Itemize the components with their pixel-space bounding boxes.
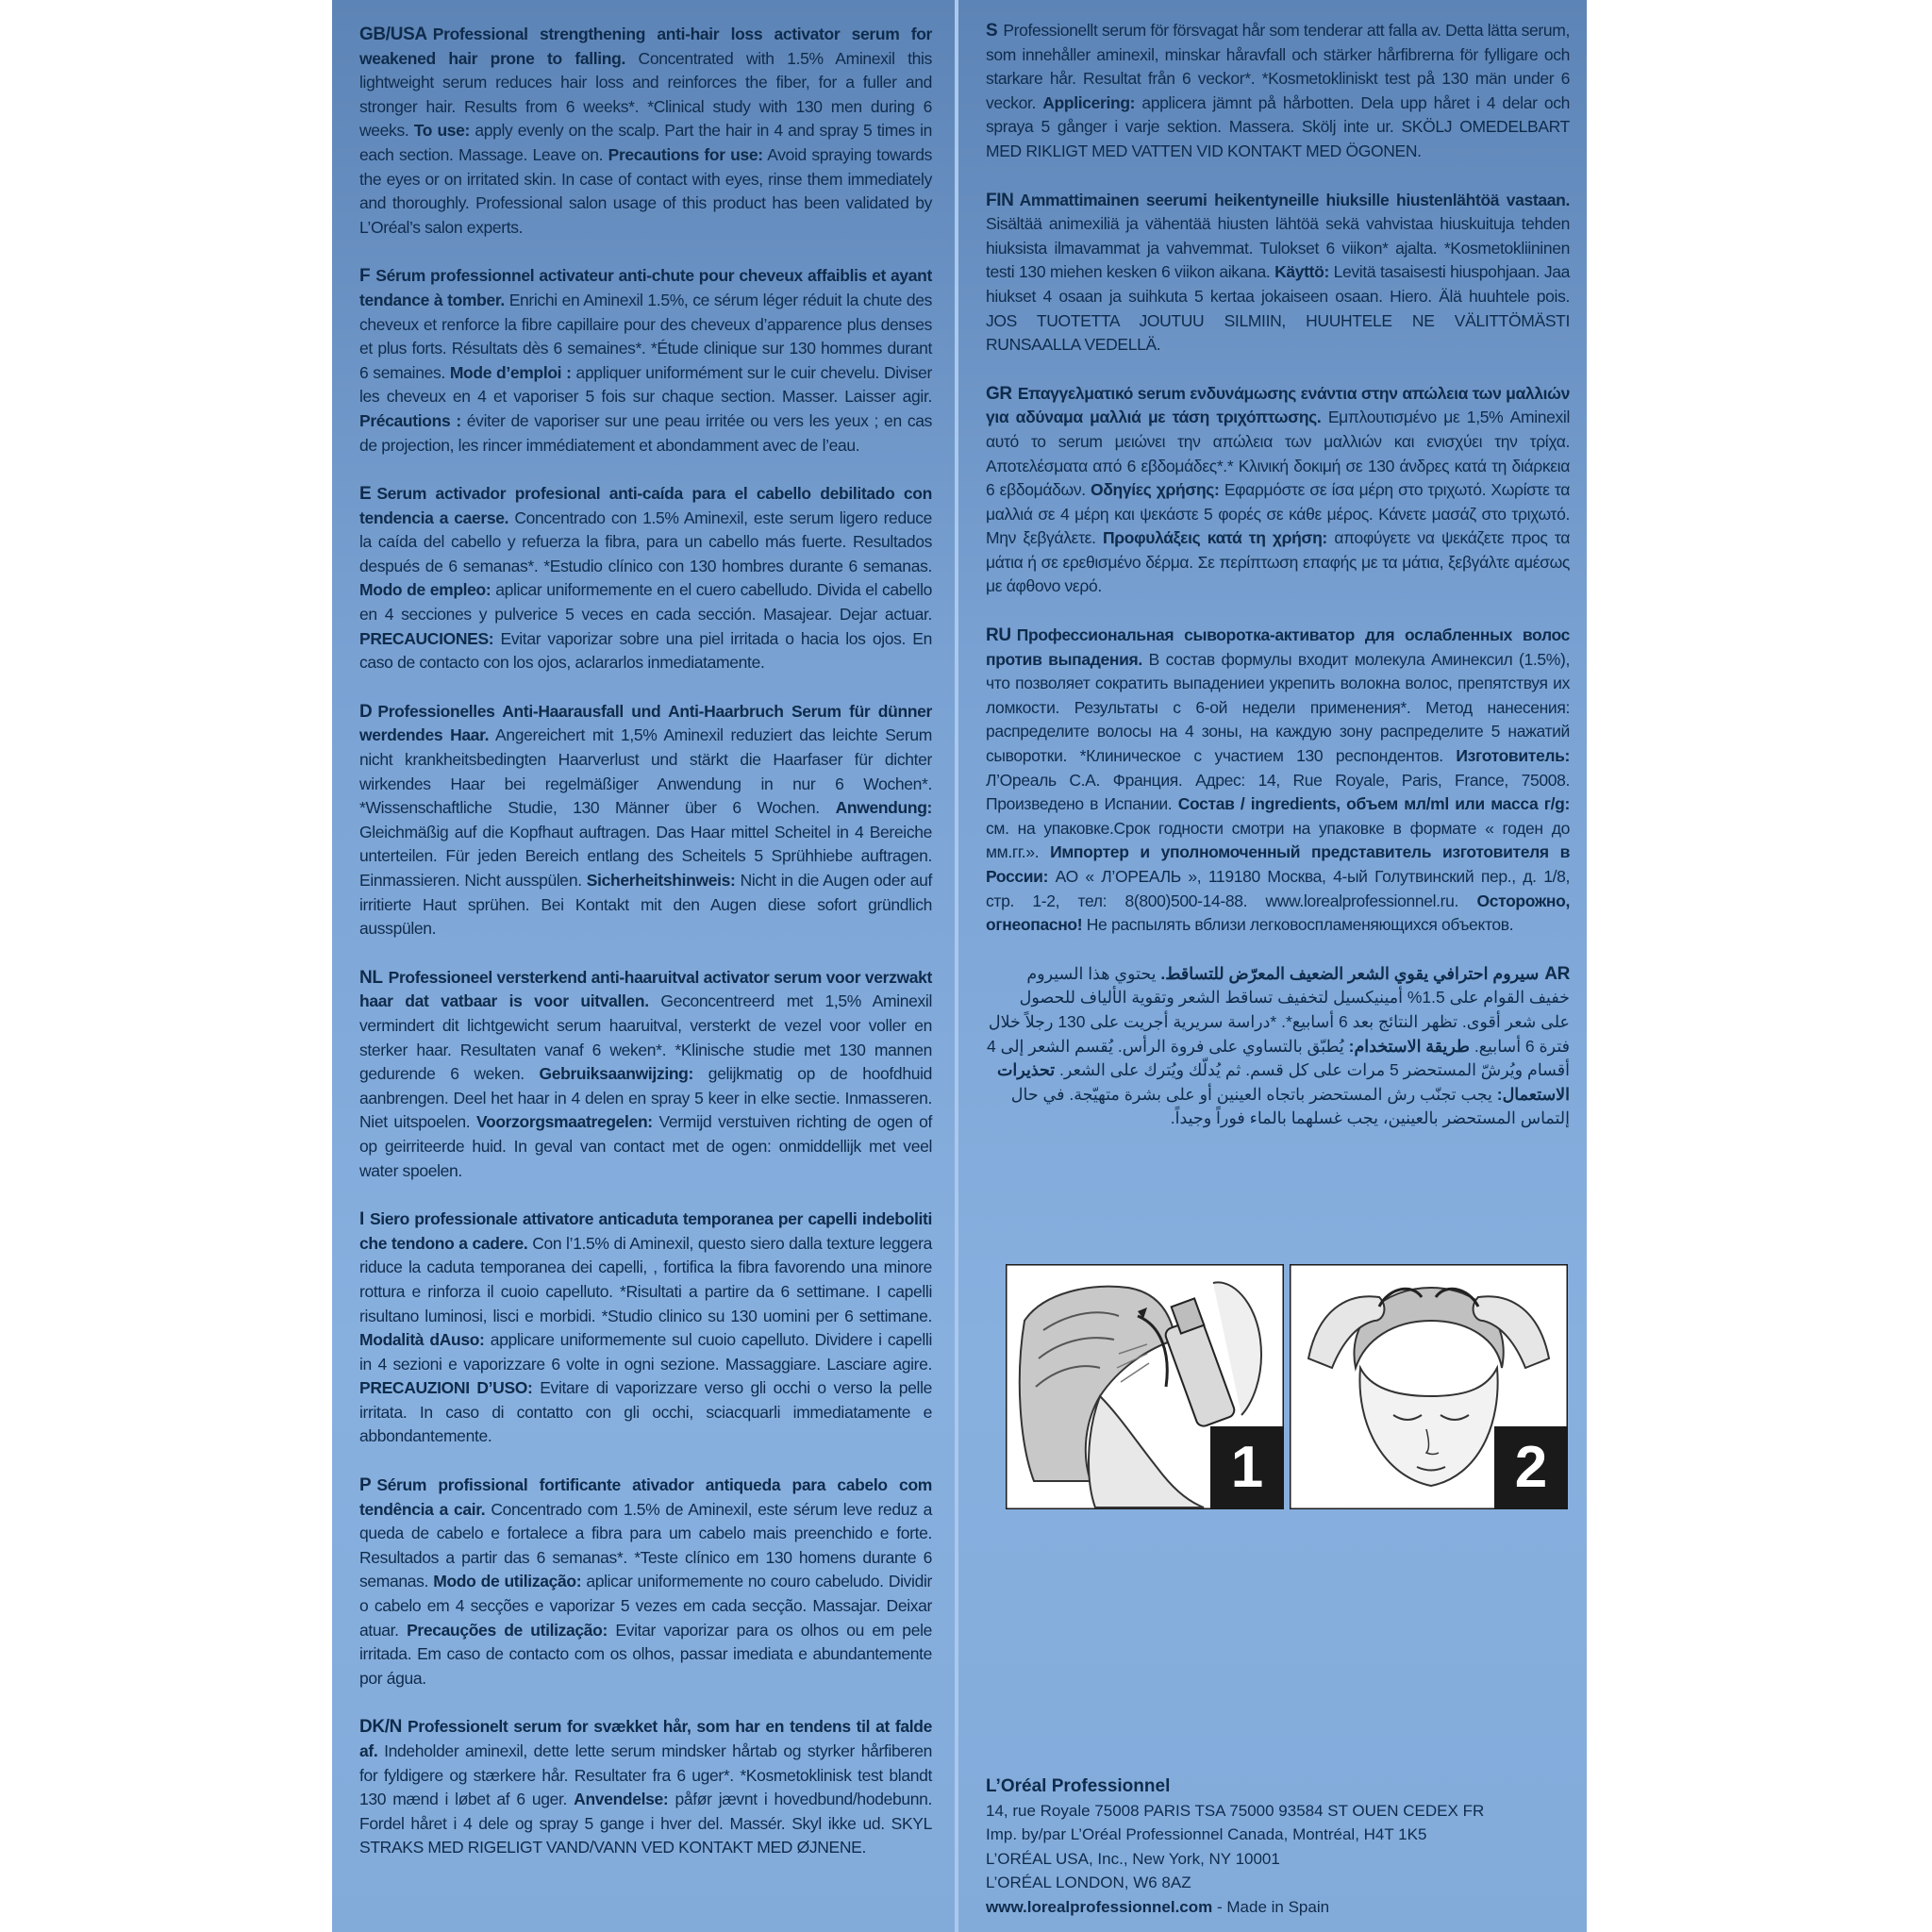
section-title: Siero professionale attivatore anticaduta temporanea per capelli indeboliti che tendono a cadere. bbox=[359, 1209, 932, 1253]
instruction-label: To use: bbox=[413, 121, 471, 141]
step-2-massage-illustration bbox=[1290, 1264, 1568, 1509]
section-text bbox=[986, 382, 1570, 599]
section-text bbox=[986, 189, 1570, 358]
language-section-ar bbox=[986, 962, 1570, 1131]
description-text: Indeholder aminexil, dette lette serum mindsker hårtab og styrker hårfiberen for fyldigere og stærkere hår. Resultater fra 6 uger*. *Kosmetoklinisk test blandt 130 mænd i løbet af 6 uger. bbox=[359, 1741, 932, 1809]
leaflet-right-column bbox=[958, 0, 1587, 1932]
instruction-label: PRECAUZIONI D’USO: bbox=[359, 1378, 533, 1398]
address-line: L’ORÉAL USA, Inc., New York, NY 10001 bbox=[986, 1849, 1280, 1868]
section-text bbox=[359, 23, 932, 240]
section-text bbox=[986, 624, 1570, 938]
instruction-label: Осторожно, огнеопасно! bbox=[986, 891, 1570, 935]
instruction-text: Evitare di vaporizzare verso gli occhi o verso la pelle irritata. In caso di contatto con gli occhi, sciacquarli immediatamente e abbondantemente. bbox=[359, 1378, 933, 1446]
language-section-d bbox=[359, 700, 932, 941]
instruction-label: Προφυλάξεις κατά τη χρήση: bbox=[1103, 528, 1327, 548]
step-number-1: 1 bbox=[1210, 1426, 1284, 1509]
instruction-label: Précautions : bbox=[359, 410, 461, 430]
leaflet-left-column bbox=[332, 0, 955, 1932]
section-text bbox=[359, 264, 932, 458]
description-text: Εμπλουτισμένο με 1,5% Aminexil αυτό το serum μειώνει την απώλεια των μαλλιών και ενισχύει την τρίχα. Αποτελέσματα από 6 εβδομάδες*.* Κλινική δοκιμή σε 130 άνδρες κατά τη διάρκεια 6 εβδομάδων. bbox=[986, 408, 1571, 500]
language-section-i bbox=[359, 1208, 932, 1449]
made-in-text: - Made in Spain bbox=[1212, 1897, 1330, 1916]
address-line: Imp. by/par L’Oréal Professionnel Canada, Montréal, H4T 1K5 bbox=[986, 1825, 1427, 1843]
instruction-label: Käyttö: bbox=[1274, 262, 1329, 282]
instruction-text: applicare uniformemente sul cuoio capelluto. Dividere i capelli in 4 sezioni e vaporizzare 6 volte in ogni sezione. Massaggiare. Lasciare agire. bbox=[359, 1330, 932, 1374]
description-text: Concentrado con 1.5% Aminexil, este serum ligero reduce la caída del cabello y refuerza la fibra, para un cabello más fuerte. Resultados después de 6 semanas*. *Estudio clínico con 130 hombres durante 6 semanas. bbox=[359, 508, 932, 575]
instruction-text: Л’Ореаль С.А. Франция. Адрес: 14, Rue Royale, Paris, France, 75008. Произведено в Испании. bbox=[986, 770, 1570, 814]
web-line bbox=[986, 1895, 1571, 1920]
instruction-text: apply evenly on the scalp. Part the hair in 4 and spray 5 times in each section. Massage. Leave on. bbox=[359, 121, 932, 164]
section-text bbox=[359, 966, 932, 1183]
section-title: Επαγγελματικό serum ενδυνάμωσης ενάντια στην απώλεια των μαλλιών για αδύναμα μαλλιά με τάση τριχόπτωσης. bbox=[986, 383, 1570, 427]
instruction-text: Не распылять вблизи легковоспламеняющихся объектов. bbox=[1086, 915, 1514, 935]
description-text: Angereichert mit 1,5% Aminexil reduziert das leichte Serum nicht krankheitsbedingten Haarverlust und stärkt die Haarfaser für dichter wirkendes Haar bei regelmäßiger Anwendung in nur 6 Wochen*. *Wissenschaftliche Studie, 130 Männer über 6 Wochen. bbox=[359, 725, 932, 818]
instruction-text: aplicar uniformemente en el cuero cabelludo. Divida el cabello en 4 secciones y pulverice 5 veces en cada sección. Masajear. Dejar actuar. bbox=[359, 580, 933, 625]
instruction-label: Precautions for use: bbox=[608, 144, 763, 164]
instruction-text: applicera jämnt på hårbotten. Dela upp håret i 4 delar och spraya 5 gånger i varje sektion. Massera. Skölj inte ur. SKÖLJ OMEDELBART MED RIKLIGT MED VATTEN VID KONTAKT MED ÖGONEN. bbox=[986, 92, 1570, 160]
section-title: Sérum profissional fortificante ativador antiqueda para cabelo com tendência a cair. bbox=[359, 1475, 932, 1519]
step-1-spray-illustration bbox=[1006, 1264, 1284, 1509]
section-title: Ammattimainen seerumi heikentyneille hiuksille hiustenlähtöä vastaan. bbox=[1019, 190, 1570, 209]
language-section-e bbox=[359, 482, 932, 675]
instruction-text: см. на упаковке.Срок годности смотри на упаковке в формате « годен до мм.гг.». bbox=[986, 818, 1570, 862]
description-text: يحتوي هذا السيروم خفيف القوام على 1.5% أمينيكسيل لتخفيف تساقط الشعر وتقوية الألياف للحصول على شعر أقوى. تظهر النتائج بعد 6 أسابيع*. *دراسة سريرية أجريت على 130 رجلاً خلال فترة 6 أسابيع. bbox=[988, 963, 1570, 1056]
instruction-text: appliquer uniformément sur le cuir chevelu. Diviser les cheveux en 4 et vaporiser 5 fois sur chaque section. Masser. Laisser agir. bbox=[359, 362, 932, 407]
language-code: GR bbox=[986, 383, 1012, 404]
instruction-label: Изготовитель: bbox=[1456, 746, 1570, 766]
instruction-text: АО « Л’ОРЕАЛЬ », 119180 Москва, 4-ый Голутвинский пер., д. 1/8, стр. 1-2, тел: 8(800)500-14-88. www.lorealprofessionnel.ru. bbox=[986, 867, 1571, 910]
section-title: Professional strengthening anti-hair loss activator serum for weakened hair prone to falling. bbox=[359, 25, 932, 68]
instruction-label: Mode d’emploi : bbox=[449, 362, 572, 382]
instruction-text: gelijkmatig op de hoofdhuid aanbrengen. Deel het haar in 4 delen en spray 5 keer in elke sectie. Inmasseren. Niet uitspoelen. bbox=[359, 1064, 933, 1132]
instruction-text: Nicht in die Augen oder auf irritierte Haut sprühen. Bei Kontakt mit den Augen diese sofort gründlich ausspülen. bbox=[359, 871, 932, 939]
section-text bbox=[359, 1208, 932, 1449]
description-text: Concentrated with 1.5% Aminexil this lightweight serum reduces hair loss and reinforces the fiber, for a fuller and stronger hair. Results from 6 weeks*. *Clinical study with 130 men during 6 weeks. bbox=[359, 48, 932, 141]
instruction-label: Anvendelse: bbox=[574, 1790, 669, 1809]
address-line: L’ORÉAL LONDON, W6 8AZ bbox=[986, 1874, 1191, 1891]
section-title: Профессиональная сыворотка-активатор для ослабленных волос против выпадения. bbox=[986, 625, 1570, 669]
instruction-text: påfør jævnt i hovedbund/hodebunn. Fordel håret i 4 dele og spray 5 gange i hver del. Massér. Skyl ikke ud. SKYL STRAKS MED RIGELIGT VAND/VANN VED KONTAKT MED ØJNENE. bbox=[359, 1790, 933, 1857]
instruction-text: يُطبّق بالتساوي على فروة الرأس. يُقسم الشعر إلى 4 أقسام ويُرشّ المستحضر 5 مرات على كل قسم. ثم يُدلّك ويُترك على الشعر. bbox=[987, 1036, 1570, 1080]
language-code: P bbox=[359, 1475, 372, 1496]
instruction-label: Состав / ingredients, объем мл/ml или масса г/g: bbox=[1177, 794, 1570, 814]
language-code: AR bbox=[1544, 963, 1570, 984]
instruction-label: Импортер и уполномоченный представитель изготовителя в России: bbox=[986, 842, 1570, 886]
step-number-2: 2 bbox=[1494, 1426, 1568, 1509]
manufacturer-footer bbox=[986, 1774, 1571, 1919]
section-text bbox=[359, 1474, 932, 1690]
section-text bbox=[359, 700, 932, 941]
language-code: NL bbox=[359, 967, 383, 988]
instruction-label: Modo de empleo: bbox=[359, 580, 491, 600]
language-section-nl bbox=[359, 966, 932, 1183]
language-code: DK/N bbox=[359, 1717, 403, 1738]
instruction-text: Evitar vaporizar para os olhos ou em pele irritada. Em caso de contacto com os olhos, passar imediata e abundantemente por água. bbox=[359, 1620, 932, 1688]
instruction-label: تحذيرات الاستعمال: bbox=[996, 1060, 1570, 1104]
instruction-label: PRECAUCIONES: bbox=[359, 628, 494, 648]
description-text: Enrichi en Aminexil 1.5%, ce sérum léger réduit la chute des cheveux et renforce la fibre capillaire pour des cheveux d’apparence plus denses et plus forts. Résultats dès 6 semaines*. *Étude clinique sur 130 hommes durant 6 semaines. bbox=[359, 290, 932, 382]
description-text: Con l’1.5% di Aminexil, questo siero dalla texture leggera riduce la caduta temporanea dei capelli, , fortifica la fibra favorendo una minore rottura e rinforza il cuoio capelluto. *Risultati a partire da 6 settimane. I capelli risultano luminosi, lisci e morbidi. *Studio clinico su 130 uomini per 6 settimane. bbox=[359, 1233, 932, 1325]
instruction-text: aplicar uniformemente no couro cabeludo. Dividir o cabelo em 4 secções e vaporizar 5 vezes em cada secção. Massajar. Deixar atuar. bbox=[359, 1572, 932, 1640]
language-code: FIN bbox=[986, 190, 1014, 210]
language-code: E bbox=[359, 484, 372, 505]
language-section-gr bbox=[986, 382, 1570, 599]
section-text bbox=[986, 962, 1570, 1131]
language-code: D bbox=[359, 701, 373, 722]
instruction-text: يجب تجنّب رش المستحضر باتجاه العينين أو على بشرة متهيّجة. في حال إلتماس المستحضر بالعينين، يجب غسلهما بالماء فوراً وجيداً. bbox=[1010, 1084, 1570, 1128]
language-section-f bbox=[359, 264, 932, 458]
description-text: В состав формулы входит молекула Аминексил (1.5%), что позволяет сократить выпадениеи укрепить волокна волос, препятствуя их ломкости. Результаты с 6-ой недели применения*. Метод нанесения: распределите волосы на 4 зоны, на каждую зону распределите 5 нажатий сыворотки. *Клиническое с участием 130 респондентов. bbox=[986, 649, 1570, 766]
website-link[interactable]: www.lorealprofessionnel.com bbox=[986, 1897, 1213, 1916]
instruction-text: Gleichmäßig auf die Kopfhaut auftragen. Das Haar mittel Scheitel in 4 Bereiche unterteilen. Für jeden Bereich entlang des Scheitels 5 Sprühhiebe auftragen. Einmassieren. Nicht ausspülen. bbox=[359, 822, 932, 890]
language-section-s bbox=[986, 19, 1570, 164]
section-text bbox=[986, 19, 1570, 164]
language-code: RU bbox=[986, 625, 1011, 646]
instruction-text: Εφαρμόστε σε ίσα μέρη στο τριχωτό. Χωρίστε τα μαλλιά σε 4 μέρη και ψεκάστε 5 φορές σε κάθε μέρος. Κάνετε μασάζ στο τριχωτό. Μην ξεβγάλετε. bbox=[986, 480, 1570, 548]
language-code: I bbox=[359, 1209, 364, 1230]
section-title: Serum activador profesional anti-caída para el cabello debilitado con tendencia a caerse. bbox=[359, 484, 932, 527]
instruction-text: Vermijd verstuiven richting de ogen of op geirriteerde huid. In geval van contact met de ogen: onmiddellijk met veel water spoelen. bbox=[359, 1112, 933, 1180]
instruction-label: Οδηγίες χρήσης: bbox=[1091, 480, 1220, 500]
instruction-label: Precauções de utilização: bbox=[407, 1620, 608, 1640]
instruction-label: Sicherheitshinweis: bbox=[586, 871, 736, 890]
language-section-fin bbox=[986, 189, 1570, 358]
instruction-text: éviter de vaporiser sur une peau irritée ou vers les yeux ; en cas de projection, les rincer immédiatement et abondamment avec de l’eau. bbox=[359, 410, 932, 455]
section-title: Sérum professionnel activateur anti-chute pour cheveux affaiblis et ayant tendance à tomber. bbox=[359, 266, 932, 309]
brand-name: L’Oréal Professionnel bbox=[986, 1776, 1171, 1796]
instruction-text: Levitä tasaisesti hiuspohjaan. Jaa hiukset 4 osaan ja suihkuta 5 kertaa jokaiseen osaan. Hiero. Älä huuhtele pois. JOS TUOTETTA JOUTUU SILMIIN, HUUHTELE NE VÄLITTÖMÄSTI RUNSAALLA VEDELLÄ. bbox=[986, 262, 1571, 355]
language-code: S bbox=[986, 21, 998, 41]
section-title: Professioneel versterkend anti-haaruitval activator serum voor verzwakt haar dat vatbaar is voor uitvallen. bbox=[359, 967, 932, 1011]
section-title: سيروم احترافي يقوي الشعر الضعيف المعرّض للتساقط. bbox=[1160, 963, 1540, 983]
language-section-p bbox=[359, 1474, 932, 1690]
description-text: Concentrado com 1.5% de Aminexil, este sérum leve reduz a queda de cabelo e fortalece a fibra para um cabelo mais preenchido e forte. Resultados a partir das 6 semanas*. *Teste clínico em 130 homens durante 6 semanas. bbox=[359, 1499, 933, 1591]
section-title: Professionelt serum for svækket hår, som har en tendens til at falde af. bbox=[359, 1717, 932, 1760]
section-title: Professionelles Anti-Haarausfall und Anti-Haarbruch Serum für dünner werdendes Haar. bbox=[359, 701, 932, 745]
language-section-gb-usa bbox=[359, 23, 932, 240]
instruction-label: Modalità dAuso: bbox=[359, 1330, 485, 1350]
language-code: GB/USA bbox=[359, 25, 427, 44]
instruction-label: Gebruiksaanwijzing: bbox=[539, 1064, 693, 1084]
language-code: F bbox=[359, 266, 371, 287]
section-text bbox=[359, 1715, 932, 1860]
instruction-label: Voorzorgsmaatregelen: bbox=[475, 1112, 653, 1132]
description-text: Sisältää animexiliä ja vähentää hiusten lähtöä sekä vahvistaa hiuskuituja tehden hiuksista ilmavammat ja vahvemmat. Tulokset 6 viikon* ajalta. *Kosmetokliininen testi 130 miehen kesken 6 viikon aikana. bbox=[986, 214, 1570, 282]
instruction-label: Modo de utilização: bbox=[433, 1572, 582, 1591]
instruction-label: Applicering: bbox=[1042, 92, 1136, 112]
language-section-ru bbox=[986, 624, 1570, 938]
description-text: Geconcentreerd met 1,5% Aminexil vermindert dit lichtgewicht serum haaruitval, versterkt de vezel voor voller en sterker haar. Resultaten vanaf 6 weken*. *Klinische studie met 130 mannen gedurende 6 weken. bbox=[359, 991, 933, 1084]
instruction-text: Avoid spraying towards the eyes or on irritated skin. In case of contact with eyes, rinse them immediately and thoroughly. Professional salon usage of this product has been validated by L’Oréal’s salon experts. bbox=[359, 144, 933, 237]
instruction-text: Evitar vaporizar sobre una piel irritada o hacia los ojos. En caso de contacto con los ojos, aclararlos inmediatamente. bbox=[359, 628, 932, 673]
instruction-text: αποφύγετε να ψεκάζετε προς τα μάτια ή σε ερεθισμένο δέρμα. Σε περίπτωση επαφής με τα μάτια, ξεβγάλτε αμέσως με άφθονο νερό. bbox=[986, 528, 1570, 596]
instruction-label: Anwendung: bbox=[835, 798, 933, 818]
instruction-label: طريقة الاستخدام: bbox=[1348, 1036, 1470, 1056]
language-section-dk-n bbox=[359, 1715, 932, 1860]
address-line: 14, rue Royale 75008 PARIS TSA 75000 93584 ST OUEN CEDEX FR bbox=[986, 1801, 1485, 1820]
description-text: Professionellt serum för försvagat hår som tenderar att falla av. Detta lätta serum, som innehåller aminexil, minskar håravfall och stärker hårfibrerna för fylligare och starkare hår. Resultat från 6 veckor*. *Kosmetokliniskt test på 130 män under 6 veckor. bbox=[986, 21, 1570, 112]
section-text bbox=[359, 482, 932, 675]
